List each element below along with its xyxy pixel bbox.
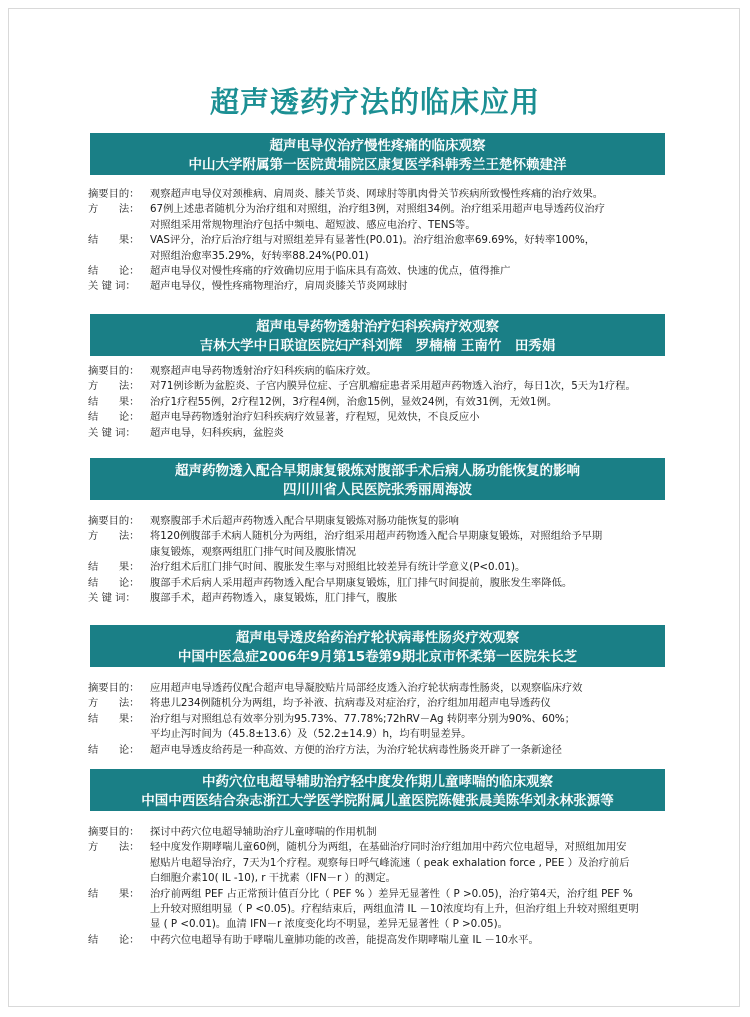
abstract-row — [88, 933, 688, 948]
abstract-row — [88, 279, 688, 294]
row-text: 超声电导仪对慢性疼痛的疗效确切应用于临床具有高效、快速的优点，值得推广 — [150, 265, 511, 278]
row-text: 将120例腹部手术病人随机分为两组，治疗组采用超声药物透入配合早期康复锻炼，对照组给予早期 康复锻炼，观察两组肛门排气时间及腹胀情况 — [150, 530, 603, 558]
article-authors: 中山大学附属第一医院黄埔院区康复医学科韩秀兰王楚怀赖建洋 — [188, 157, 567, 173]
article-banner — [90, 133, 665, 175]
row-text: 腹部手术后病人采用超声药物透入配合早期康复锻炼，肛门排气时间提前，腹胀发生率降低。 — [150, 576, 573, 589]
row-label: 方 法： — [88, 841, 140, 854]
row-label: 摘要目的： — [88, 515, 140, 527]
row-label: 结 论： — [88, 933, 140, 946]
abstract-row — [88, 743, 688, 758]
article-banner — [90, 625, 665, 667]
abstract-row — [88, 264, 688, 279]
abstract-row — [88, 560, 688, 575]
abstract-row — [88, 514, 688, 529]
row-text: 中药穴位电超导有助于哮喘儿童肺功能的改善，能提高发作期哮喘儿童 IL －10水平。 — [150, 933, 539, 946]
row-label: 摘要目的： — [88, 365, 140, 377]
abstract-row — [88, 696, 688, 711]
row-label: 摘要目的： — [88, 682, 140, 694]
row-text: 将患儿234例随机分为两组，均予补液、抗病毒及对症治疗，治疗组加用超声电导透药仪 — [150, 697, 551, 710]
row-text: 超声电导透皮给药是一种高效、方便的治疗方法，为治疗轮状病毒性肠炎开辟了一条新途径 — [150, 743, 562, 756]
article-title: 中药穴位电超导辅助治疗轻中度发作期儿童哮喘的临床观察 — [202, 774, 553, 790]
abstract-row — [88, 591, 688, 606]
row-text: 应用超声电导透药仪配合超声电导凝胶贴片局部经皮透入治疗轮状病毒性肠炎，以观察临床疗效 — [150, 682, 583, 694]
article-abstract — [88, 514, 688, 606]
row-label: 关 键 词： — [88, 280, 136, 293]
row-text: 超声电导仪，慢性疼痛物理治疗，肩周炎膝关节炎网球肘 — [150, 280, 408, 293]
abstract-row — [88, 825, 688, 840]
abstract-row — [88, 681, 688, 696]
article-authors: 四川川省人民医院张秀丽周海波 — [283, 482, 472, 498]
abstract-row — [88, 426, 688, 441]
article-title: 超声电导药物透射治疗妇科疾病疗效观察 — [256, 319, 499, 335]
row-text: 治疗1疗程55例，2疗程12例，3疗程4例，治愈15例，显效24例，有效31例，无效1例。 — [150, 395, 558, 408]
article-abstract — [88, 364, 688, 441]
abstract-row — [88, 410, 688, 425]
row-label: 结 论： — [88, 743, 140, 756]
row-text: 探讨中药穴位电超导辅助治疗儿童哮喘的作用机制 — [150, 826, 377, 838]
article-authors: 中国中西医结合杂志浙江大学医学院附属儿童医院陈健张晨美陈华刘永林张源等 — [141, 793, 614, 809]
row-text: 超声电导药物透射治疗妇科疾病疗效显著，疗程短，见效快，不良反应小 — [150, 411, 480, 424]
row-label: 关 键 词： — [88, 426, 136, 439]
row-label: 结 果： — [88, 561, 140, 574]
row-text: 腹部手术，超声药物透入，康复锻炼，肛门排气，腹胀 — [150, 592, 398, 605]
row-label: 结 论： — [88, 411, 140, 424]
row-label: 结 果： — [88, 395, 140, 408]
abstract-row — [88, 379, 688, 394]
row-text: 治疗组术后肛门排气时间、腹胀发生率与对照组比较差异有统计学意义(P<0.01)。 — [150, 561, 526, 574]
abstract-row — [88, 233, 688, 264]
row-text: 治疗组与对照组总有效率分别为95.73%、77.78%;72hRV－Ag 转阴率分别为90%、60%； 平均止泻时间为（45.8±13.6）及（52.2±14.9）h，均有明显差异。 — [150, 712, 576, 741]
article-abstract — [88, 187, 688, 295]
abstract-row — [88, 202, 688, 233]
row-text: 67例上述患者随机分为治疗组和对照组，治疗组3例，对照组34例。治疗组采用超声电导透药仪治疗 对照组采用常规物理治疗包括中频电、超短波、感应电治疗、TENS等。 — [150, 203, 605, 231]
abstract-row — [88, 364, 688, 379]
article-banner — [90, 769, 665, 811]
row-label: 结 论： — [88, 576, 140, 589]
row-text: 观察超声电导仪对颈椎病、肩周炎、膝关节炎、网球肘等肌肉骨关节疾病所致慢性疼痛的治疗效果。 — [150, 188, 604, 200]
abstract-row — [88, 187, 688, 202]
abstract-row — [88, 887, 688, 933]
article-authors: 中国中医急症2006年9月第15卷第9期北京市怀柔第一医院朱长芝 — [177, 649, 578, 665]
row-text: 观察超声电导药物透射治疗妇科疾病的临床疗效。 — [150, 365, 377, 377]
row-label: 关 键 词： — [88, 592, 136, 605]
article-abstract — [88, 825, 688, 948]
page-title: 超声透药疗法的临床应用 — [209, 85, 540, 119]
abstract-row — [88, 576, 688, 591]
article-banner — [90, 458, 665, 500]
article-title: 超声电导透皮给药治疗轮状病毒性肠炎疗效观察 — [235, 630, 520, 646]
abstract-row — [88, 395, 688, 410]
row-text: 观察腹部手术后超声药物透入配合早期康复锻炼对肠功能恢复的影响 — [150, 515, 459, 527]
abstract-row — [88, 712, 688, 743]
article-abstract — [88, 681, 688, 758]
row-text: VAS评分，治疗后治疗组与对照组差异有显著性(P0.01)。治疗组治愈率69.69%，好转率100%， 对照组治愈率35.29%，好转率88.24%(P0.01) — [150, 234, 596, 262]
article-title: 超声药物透入配合早期康复锻炼对腹部手术后病人肠功能恢复的影响 — [175, 463, 580, 479]
abstract-row — [88, 840, 688, 886]
row-text: 治疗前两组 PEF 占正常预计值百分比（ PEF % ）差异无显著性（ P >0.05)，治疗第4天，治疗组 PEF % 上升较对照组明显（ P <0.05)。疗程结束后，两组血清 IL －10浓度均有上升，但治疗组上升较对照组更明 显 ( P <0.01)。血清 IFN－r 浓度变化均不明显，差异无显著性（ P >0.05)。 — [150, 887, 639, 931]
row-label: 方 法： — [88, 203, 140, 216]
row-label: 摘要目的： — [88, 188, 140, 200]
abstract-row — [88, 529, 688, 560]
row-label: 结 论： — [88, 265, 140, 278]
row-label: 摘要目的： — [88, 826, 140, 838]
row-label: 方 法： — [88, 530, 140, 543]
row-text: 超声电导，妇科疾病，盆腔炎 — [150, 426, 284, 439]
row-label: 结 果： — [88, 887, 140, 900]
row-label: 方 法： — [88, 380, 140, 393]
article-banner — [90, 314, 665, 356]
row-label: 结 果： — [88, 712, 140, 725]
row-label: 结 果： — [88, 234, 140, 247]
row-label: 方 法： — [88, 697, 140, 710]
article-title: 超声电导仪治疗慢性疼痛的临床观察 — [269, 138, 486, 154]
article-authors: 吉林大学中日联谊医院妇产科刘辉 罗楠楠 王南竹 田秀娟 — [199, 338, 556, 354]
row-text: 对71例诊断为盆腔炎、子宫内膜异位症、子宫肌瘤症患者采用超声药物透入治疗，每日1次，5天为1疗程。 — [150, 380, 636, 393]
row-text: 轻中度发作期哮喘儿童60例，随机分为两组，在基础治疗同时治疗组加用中药穴位电超导，对照组加用安 慰贴片电超导治疗，7天为1个疗程。观察每日呼气峰流速（ peak exhalation force , PEE ）及治疗前后 白细胞介素10( IL -10), r 干扰素（IFN－r ）的测定。 — [150, 841, 630, 885]
